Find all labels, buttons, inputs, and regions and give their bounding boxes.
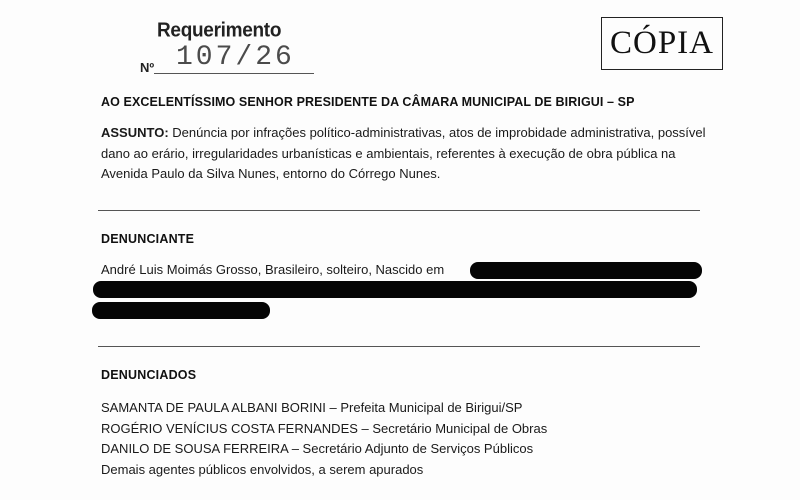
accused-title: DENUNCIADOS [101,368,197,382]
stamp-underline [154,73,314,74]
subject-paragraph [101,123,711,185]
divider-top [98,210,700,211]
subject-text: Denúncia por infrações político-administrativas, atos de improbidade administrativa, possível dano ao erário, irregularidades urbanísticas e ambientais, referentes à execução de obra pública na Avenida Paulo da Silva Nunes, entorno do Córrego Nunes. [101,125,706,181]
accused-item: SAMANTA DE PAULA ALBANI BORINI – Prefeita Municipal de Birigui/SP [101,400,523,415]
stamp-title: Requerimento [157,19,282,42]
divider-middle [98,346,700,347]
redaction-bar-3 [92,302,270,319]
accused-item: DANILO DE SOUSA FERREIRA – Secretário Adjunto de Serviços Públicos [101,441,534,456]
document-heading: AO EXCELENTÍSSIMO SENHOR PRESIDENTE DA CÂMARA MUNICIPAL DE BIRIGUI – SP [101,95,635,109]
accused-list [101,398,547,480]
copy-mark: CÓPIA [609,25,715,61]
requerimento-stamp [140,18,320,80]
stamp-number: 107/26 [176,42,295,73]
complainant-text: André Luis Moimás Grosso, Brasileiro, solteiro, Nascido em [101,262,445,277]
accused-item: Demais agentes públicos envolvidos, a serem apurados [101,461,424,477]
copy-mark-box [601,17,723,70]
redaction-bar-2 [93,281,697,298]
complainant-title: DENUNCIANTE [101,232,195,246]
accused-item: ROGÉRIO VENÍCIUS COSTA FERNANDES – Secretário Municipal de Obras [101,420,548,436]
stamp-number-prefix: Nº [140,60,155,75]
subject-label: ASSUNTO: [101,125,169,140]
redaction-bar-1 [470,262,702,279]
